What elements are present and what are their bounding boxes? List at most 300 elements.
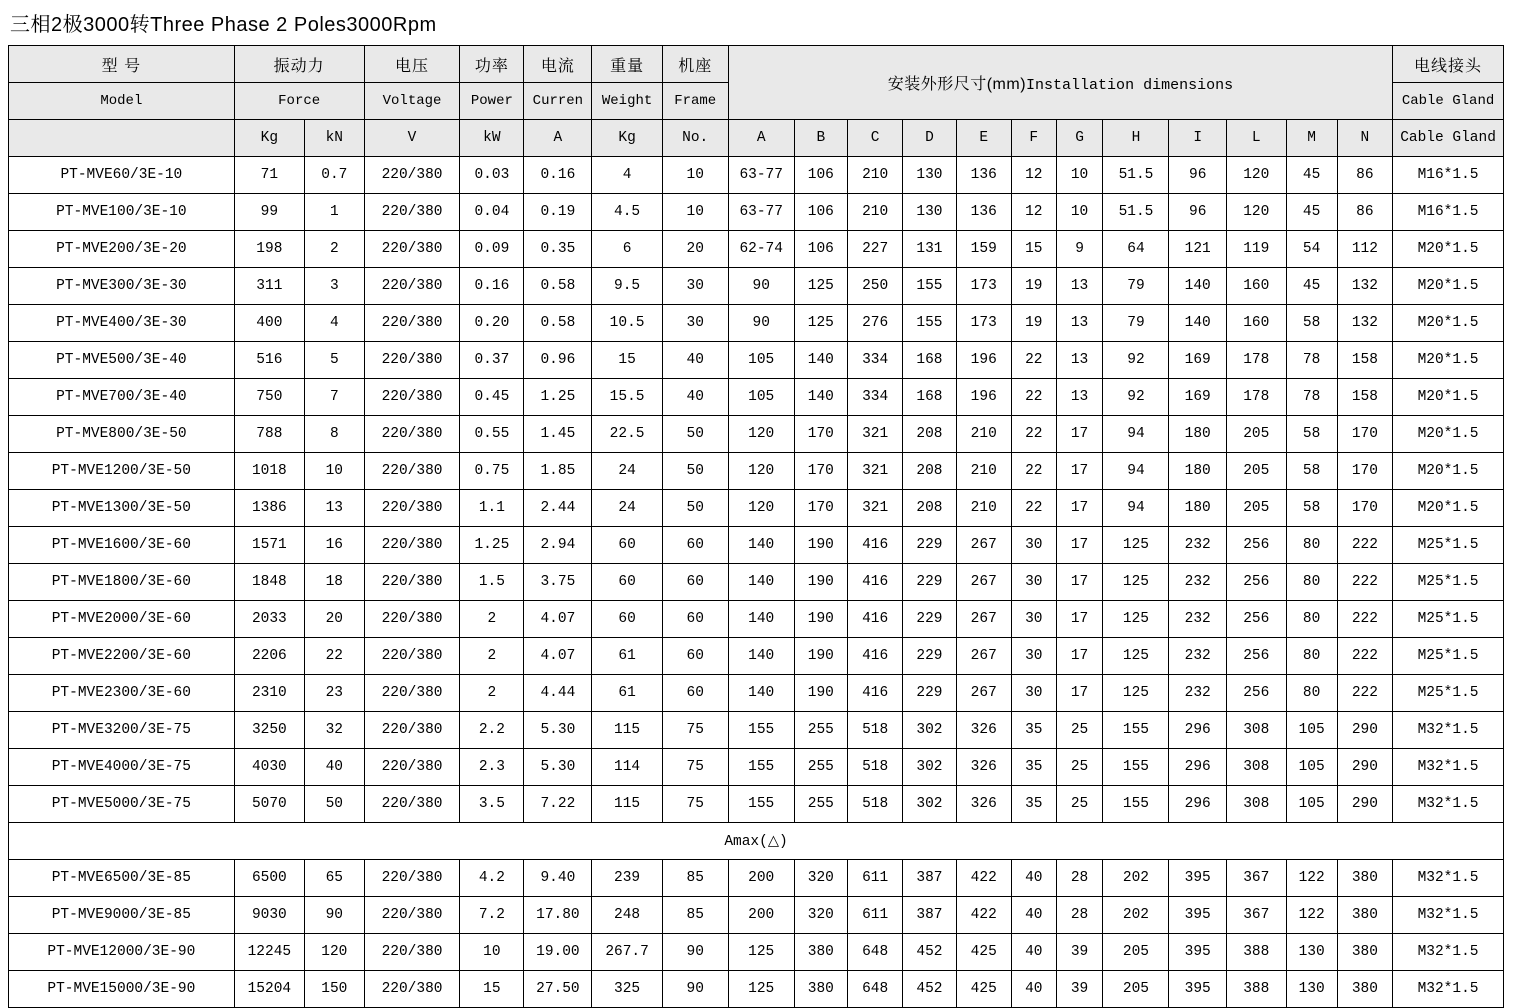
cell-dim-l: 256 <box>1226 564 1286 601</box>
cell-dim-n: 132 <box>1337 268 1392 305</box>
cell-current: 4.07 <box>524 638 592 675</box>
cell-dim-e: 326 <box>956 712 1011 749</box>
cell-dim-c: 210 <box>847 194 902 231</box>
cell-dim-e: 159 <box>956 231 1011 268</box>
cell-weight: 60 <box>592 601 662 638</box>
cell-force-kn: 0.7 <box>304 157 364 194</box>
cell-gland: M32*1.5 <box>1393 786 1504 823</box>
cell-dim-e: 425 <box>956 971 1011 1008</box>
cell-dim-e: 210 <box>956 416 1011 453</box>
col-current-en: Curren <box>524 83 592 120</box>
cell-dim-a: 140 <box>728 527 794 564</box>
cell-dim-d: 130 <box>903 194 956 231</box>
cell-weight: 239 <box>592 860 662 897</box>
cell-dim-n: 158 <box>1337 379 1392 416</box>
cell-dim-e: 196 <box>956 379 1011 416</box>
cell-force-kg: 311 <box>234 268 304 305</box>
cell-dim-a: 200 <box>728 897 794 934</box>
table-row <box>9 712 1504 749</box>
cell-weight: 15.5 <box>592 379 662 416</box>
col-dim-H: H <box>1103 120 1169 157</box>
cell-force-kg: 516 <box>234 342 304 379</box>
cell-force-kg: 5070 <box>234 786 304 823</box>
cell-dim-l: 367 <box>1226 897 1286 934</box>
cell-dim-b: 380 <box>794 971 847 1008</box>
col-weight-cn: 重量 <box>592 46 662 83</box>
cell-dim-a: 140 <box>728 675 794 712</box>
cell-dim-e: 136 <box>956 157 1011 194</box>
cell-current: 0.96 <box>524 342 592 379</box>
cell-dim-c: 321 <box>847 490 902 527</box>
col-gland-en: Cable Gland <box>1393 83 1504 120</box>
cell-dim-b: 190 <box>794 564 847 601</box>
cell-power: 1.5 <box>460 564 524 601</box>
cell-dim-b: 106 <box>794 194 847 231</box>
cell-force-kg: 12245 <box>234 934 304 971</box>
dimensions-label-cn: 安装外形尺寸(mm) <box>887 76 1027 93</box>
cell-dim-m: 80 <box>1286 527 1337 564</box>
cell-dim-e: 210 <box>956 490 1011 527</box>
cell-dim-h: 79 <box>1103 305 1169 342</box>
cell-force-kg: 2206 <box>234 638 304 675</box>
cell-dim-e: 173 <box>956 268 1011 305</box>
cell-dim-b: 125 <box>794 305 847 342</box>
cell-model: PT-MVE1200/3E-50 <box>9 453 235 490</box>
cell-dim-m: 45 <box>1286 268 1337 305</box>
cell-dim-c: 416 <box>847 675 902 712</box>
cell-dim-c: 416 <box>847 601 902 638</box>
cell-current: 1.25 <box>524 379 592 416</box>
cell-dim-n: 222 <box>1337 527 1392 564</box>
cell-voltage: 220/380 <box>364 416 460 453</box>
cell-dim-m: 54 <box>1286 231 1337 268</box>
cell-dim-d: 387 <box>903 860 956 897</box>
cell-current: 9.40 <box>524 860 592 897</box>
cell-model: PT-MVE9000/3E-85 <box>9 897 235 934</box>
cell-dim-c: 250 <box>847 268 902 305</box>
cell-gland: M16*1.5 <box>1393 194 1504 231</box>
cell-dim-a: 125 <box>728 971 794 1008</box>
col-model-en: Model <box>9 83 235 120</box>
cell-force-kn: 40 <box>304 749 364 786</box>
cell-dim-i: 232 <box>1169 638 1226 675</box>
cell-dim-e: 267 <box>956 527 1011 564</box>
col-force-en: Force <box>234 83 364 120</box>
cell-dim-m: 58 <box>1286 490 1337 527</box>
cell-force-kg: 1848 <box>234 564 304 601</box>
table-row <box>9 342 1504 379</box>
cell-force-kn: 16 <box>304 527 364 564</box>
cell-force-kn: 22 <box>304 638 364 675</box>
cell-frame: 75 <box>662 712 728 749</box>
cell-frame: 75 <box>662 786 728 823</box>
cell-model: PT-MVE700/3E-40 <box>9 379 235 416</box>
cell-dim-g: 13 <box>1056 342 1103 379</box>
cell-dim-m: 80 <box>1286 638 1337 675</box>
cell-dim-d: 155 <box>903 268 956 305</box>
cell-dim-c: 648 <box>847 971 902 1008</box>
cell-dim-g: 39 <box>1056 971 1103 1008</box>
cell-dim-h: 125 <box>1103 638 1169 675</box>
cell-dim-m: 58 <box>1286 416 1337 453</box>
cell-dim-a: 105 <box>728 379 794 416</box>
cell-dim-f: 35 <box>1011 786 1056 823</box>
cell-dim-g: 28 <box>1056 897 1103 934</box>
cell-frame: 90 <box>662 971 728 1008</box>
cell-dim-i: 96 <box>1169 194 1226 231</box>
cell-model: PT-MVE1800/3E-60 <box>9 564 235 601</box>
cell-frame: 85 <box>662 897 728 934</box>
cell-dim-h: 155 <box>1103 786 1169 823</box>
cell-force-kg: 71 <box>234 157 304 194</box>
cell-dim-a: 155 <box>728 712 794 749</box>
col-dim-E: E <box>956 120 1011 157</box>
cell-voltage: 220/380 <box>364 157 460 194</box>
cell-dim-c: 334 <box>847 379 902 416</box>
cell-dim-a: 63-77 <box>728 194 794 231</box>
cell-voltage: 220/380 <box>364 786 460 823</box>
cell-weight: 22.5 <box>592 416 662 453</box>
cell-weight: 114 <box>592 749 662 786</box>
cell-gland: M16*1.5 <box>1393 157 1504 194</box>
cell-dim-d: 452 <box>903 934 956 971</box>
cell-gland: M20*1.5 <box>1393 379 1504 416</box>
cell-dim-b: 190 <box>794 601 847 638</box>
cell-dim-g: 13 <box>1056 268 1103 305</box>
cell-dim-n: 380 <box>1337 971 1392 1008</box>
cell-dim-b: 140 <box>794 379 847 416</box>
cell-dim-m: 130 <box>1286 934 1337 971</box>
table-body <box>9 157 1504 1008</box>
cell-dim-c: 416 <box>847 564 902 601</box>
cell-weight: 24 <box>592 490 662 527</box>
cell-voltage: 220/380 <box>364 712 460 749</box>
cell-force-kg: 9030 <box>234 897 304 934</box>
cell-dim-l: 256 <box>1226 638 1286 675</box>
cell-dim-f: 30 <box>1011 675 1056 712</box>
cell-dim-n: 222 <box>1337 601 1392 638</box>
cell-dim-b: 106 <box>794 157 847 194</box>
cell-voltage: 220/380 <box>364 490 460 527</box>
cell-current: 2.44 <box>524 490 592 527</box>
cell-dim-g: 17 <box>1056 453 1103 490</box>
table-row <box>9 379 1504 416</box>
cell-force-kn: 8 <box>304 416 364 453</box>
cell-gland: M25*1.5 <box>1393 564 1504 601</box>
table-row <box>9 490 1504 527</box>
cell-gland: M20*1.5 <box>1393 453 1504 490</box>
cell-dim-n: 290 <box>1337 786 1392 823</box>
cell-force-kn: 4 <box>304 305 364 342</box>
cell-dim-h: 155 <box>1103 712 1169 749</box>
cell-frame: 75 <box>662 749 728 786</box>
cell-current: 0.35 <box>524 231 592 268</box>
cell-dim-e: 196 <box>956 342 1011 379</box>
cell-dim-d: 155 <box>903 305 956 342</box>
cell-force-kn: 50 <box>304 786 364 823</box>
cell-power: 2 <box>460 601 524 638</box>
cell-dim-l: 119 <box>1226 231 1286 268</box>
cell-dim-m: 122 <box>1286 860 1337 897</box>
cell-weight: 24 <box>592 453 662 490</box>
cell-weight: 248 <box>592 897 662 934</box>
table-row <box>9 194 1504 231</box>
cell-dim-f: 40 <box>1011 971 1056 1008</box>
cell-force-kg: 6500 <box>234 860 304 897</box>
cell-dim-f: 22 <box>1011 453 1056 490</box>
cell-dim-g: 17 <box>1056 527 1103 564</box>
cell-force-kg: 1018 <box>234 453 304 490</box>
cell-dim-m: 58 <box>1286 453 1337 490</box>
cell-dim-c: 518 <box>847 786 902 823</box>
cell-dim-b: 190 <box>794 638 847 675</box>
cell-frame: 85 <box>662 860 728 897</box>
table-row <box>9 971 1504 1008</box>
cell-frame: 60 <box>662 601 728 638</box>
cell-gland: M25*1.5 <box>1393 601 1504 638</box>
cell-dim-n: 290 <box>1337 712 1392 749</box>
cell-voltage: 220/380 <box>364 453 460 490</box>
cell-frame: 30 <box>662 268 728 305</box>
cell-dim-m: 58 <box>1286 305 1337 342</box>
cell-dim-d: 302 <box>903 749 956 786</box>
table-row <box>9 638 1504 675</box>
cell-dim-e: 422 <box>956 860 1011 897</box>
cell-dim-l: 178 <box>1226 342 1286 379</box>
cell-voltage: 220/380 <box>364 638 460 675</box>
cell-dim-f: 15 <box>1011 231 1056 268</box>
cell-voltage: 220/380 <box>364 860 460 897</box>
cell-model: PT-MVE6500/3E-85 <box>9 860 235 897</box>
cell-dim-m: 122 <box>1286 897 1337 934</box>
cell-frame: 50 <box>662 490 728 527</box>
cell-dim-n: 158 <box>1337 342 1392 379</box>
table-row <box>9 416 1504 453</box>
cell-force-kn: 1 <box>304 194 364 231</box>
cell-dim-l: 205 <box>1226 453 1286 490</box>
cell-dim-i: 180 <box>1169 490 1226 527</box>
col-frame-unit: No. <box>662 120 728 157</box>
cell-dim-a: 140 <box>728 638 794 675</box>
cell-dim-b: 320 <box>794 860 847 897</box>
cell-dim-l: 205 <box>1226 416 1286 453</box>
cell-dim-f: 22 <box>1011 490 1056 527</box>
cell-dim-l: 120 <box>1226 157 1286 194</box>
cell-dim-b: 255 <box>794 786 847 823</box>
cell-dim-c: 276 <box>847 305 902 342</box>
cell-dim-b: 190 <box>794 675 847 712</box>
cell-power: 0.04 <box>460 194 524 231</box>
cell-dim-f: 35 <box>1011 712 1056 749</box>
col-voltage-unit: V <box>364 120 460 157</box>
cell-dim-m: 45 <box>1286 194 1337 231</box>
cell-dim-g: 17 <box>1056 675 1103 712</box>
cell-dim-i: 140 <box>1169 305 1226 342</box>
cell-dim-f: 30 <box>1011 638 1056 675</box>
cell-force-kn: 90 <box>304 897 364 934</box>
cell-dim-n: 112 <box>1337 231 1392 268</box>
cell-dim-c: 416 <box>847 527 902 564</box>
cell-dim-m: 130 <box>1286 971 1337 1008</box>
cell-dim-h: 94 <box>1103 453 1169 490</box>
cell-dim-b: 320 <box>794 897 847 934</box>
cell-dim-g: 17 <box>1056 490 1103 527</box>
cell-voltage: 220/380 <box>364 749 460 786</box>
col-power-en: Power <box>460 83 524 120</box>
cell-dim-a: 155 <box>728 786 794 823</box>
cell-voltage: 220/380 <box>364 231 460 268</box>
cell-dim-n: 380 <box>1337 897 1392 934</box>
cell-dim-g: 13 <box>1056 379 1103 416</box>
cell-dim-g: 25 <box>1056 749 1103 786</box>
cell-dim-b: 140 <box>794 342 847 379</box>
cell-dim-d: 208 <box>903 416 956 453</box>
cell-gland: M25*1.5 <box>1393 675 1504 712</box>
cell-dim-g: 39 <box>1056 934 1103 971</box>
col-voltage-en: Voltage <box>364 83 460 120</box>
cell-gland: M32*1.5 <box>1393 860 1504 897</box>
cell-force-kn: 18 <box>304 564 364 601</box>
cell-dim-f: 40 <box>1011 934 1056 971</box>
cell-model: PT-MVE1600/3E-60 <box>9 527 235 564</box>
cell-force-kn: 65 <box>304 860 364 897</box>
cell-dim-i: 395 <box>1169 934 1226 971</box>
cell-frame: 10 <box>662 157 728 194</box>
cell-dim-l: 160 <box>1226 268 1286 305</box>
cell-dim-c: 321 <box>847 453 902 490</box>
cell-dim-a: 120 <box>728 453 794 490</box>
table-row <box>9 527 1504 564</box>
cell-dim-d: 229 <box>903 638 956 675</box>
table-row <box>9 231 1504 268</box>
cell-gland: M20*1.5 <box>1393 231 1504 268</box>
cell-dim-d: 229 <box>903 527 956 564</box>
cell-dim-b: 255 <box>794 712 847 749</box>
cell-dim-g: 10 <box>1056 194 1103 231</box>
cell-frame: 90 <box>662 934 728 971</box>
cell-current: 0.58 <box>524 305 592 342</box>
cell-dim-h: 155 <box>1103 749 1169 786</box>
cell-dim-n: 170 <box>1337 453 1392 490</box>
cell-weight: 115 <box>592 712 662 749</box>
cell-dim-h: 202 <box>1103 897 1169 934</box>
cell-dim-a: 140 <box>728 564 794 601</box>
cell-dim-f: 30 <box>1011 564 1056 601</box>
cell-dim-f: 30 <box>1011 601 1056 638</box>
cell-force-kn: 5 <box>304 342 364 379</box>
cell-force-kn: 13 <box>304 490 364 527</box>
cell-current: 19.00 <box>524 934 592 971</box>
cell-dim-i: 296 <box>1169 749 1226 786</box>
cell-model: PT-MVE2000/3E-60 <box>9 601 235 638</box>
cell-dim-f: 12 <box>1011 157 1056 194</box>
cell-current: 1.85 <box>524 453 592 490</box>
cell-dim-h: 125 <box>1103 601 1169 638</box>
cell-dim-b: 125 <box>794 268 847 305</box>
cell-model: PT-MVE200/3E-20 <box>9 231 235 268</box>
cell-frame: 60 <box>662 675 728 712</box>
cell-power: 2 <box>460 675 524 712</box>
cell-dim-l: 388 <box>1226 971 1286 1008</box>
cell-dim-e: 173 <box>956 305 1011 342</box>
cell-dim-e: 267 <box>956 638 1011 675</box>
cell-voltage: 220/380 <box>364 601 460 638</box>
cell-dim-m: 78 <box>1286 379 1337 416</box>
cell-model: PT-MVE100/3E-10 <box>9 194 235 231</box>
cell-dim-f: 19 <box>1011 305 1056 342</box>
cell-dim-e: 267 <box>956 675 1011 712</box>
cell-power: 0.45 <box>460 379 524 416</box>
cell-dim-n: 86 <box>1337 194 1392 231</box>
cell-dim-h: 92 <box>1103 379 1169 416</box>
cell-weight: 4.5 <box>592 194 662 231</box>
cell-model: PT-MVE300/3E-30 <box>9 268 235 305</box>
cell-dim-h: 125 <box>1103 527 1169 564</box>
cell-dim-a: 120 <box>728 416 794 453</box>
cell-frame: 60 <box>662 638 728 675</box>
cell-dim-e: 210 <box>956 453 1011 490</box>
cell-current: 7.22 <box>524 786 592 823</box>
cell-dim-c: 334 <box>847 342 902 379</box>
cell-force-kg: 3250 <box>234 712 304 749</box>
cell-dim-m: 78 <box>1286 342 1337 379</box>
cell-force-kg: 2033 <box>234 601 304 638</box>
cell-force-kg: 1571 <box>234 527 304 564</box>
cell-model: PT-MVE400/3E-30 <box>9 305 235 342</box>
cell-gland: M25*1.5 <box>1393 638 1504 675</box>
cell-dim-h: 51.5 <box>1103 157 1169 194</box>
col-power-unit: kW <box>460 120 524 157</box>
col-power-cn: 功率 <box>460 46 524 83</box>
table-row <box>9 601 1504 638</box>
cell-dim-a: 125 <box>728 934 794 971</box>
cell-dim-i: 232 <box>1169 527 1226 564</box>
cell-dim-i: 232 <box>1169 675 1226 712</box>
cell-force-kn: 120 <box>304 934 364 971</box>
table-header <box>9 46 1504 157</box>
cell-frame: 40 <box>662 342 728 379</box>
col-dim-D: D <box>903 120 956 157</box>
cell-voltage: 220/380 <box>364 934 460 971</box>
cell-dim-d: 229 <box>903 601 956 638</box>
cell-power: 15 <box>460 971 524 1008</box>
cell-dim-c: 321 <box>847 416 902 453</box>
cell-power: 3.5 <box>460 786 524 823</box>
col-model-cn: 型 号 <box>9 46 235 83</box>
cell-voltage: 220/380 <box>364 194 460 231</box>
cell-power: 10 <box>460 934 524 971</box>
cell-gland: M32*1.5 <box>1393 749 1504 786</box>
cell-weight: 60 <box>592 527 662 564</box>
cell-weight: 15 <box>592 342 662 379</box>
cell-dim-a: 63-77 <box>728 157 794 194</box>
cell-power: 2.3 <box>460 749 524 786</box>
col-current-cn: 电流 <box>524 46 592 83</box>
cell-dim-f: 19 <box>1011 268 1056 305</box>
cell-weight: 60 <box>592 564 662 601</box>
cell-dim-i: 395 <box>1169 897 1226 934</box>
cell-force-kn: 10 <box>304 453 364 490</box>
cell-dim-l: 256 <box>1226 675 1286 712</box>
cell-frame: 50 <box>662 416 728 453</box>
cell-dim-m: 80 <box>1286 601 1337 638</box>
cell-power: 2.2 <box>460 712 524 749</box>
table-row <box>9 786 1504 823</box>
cell-current: 0.16 <box>524 157 592 194</box>
cell-dim-c: 648 <box>847 934 902 971</box>
cell-force-kn: 32 <box>304 712 364 749</box>
col-dim-C: C <box>847 120 902 157</box>
